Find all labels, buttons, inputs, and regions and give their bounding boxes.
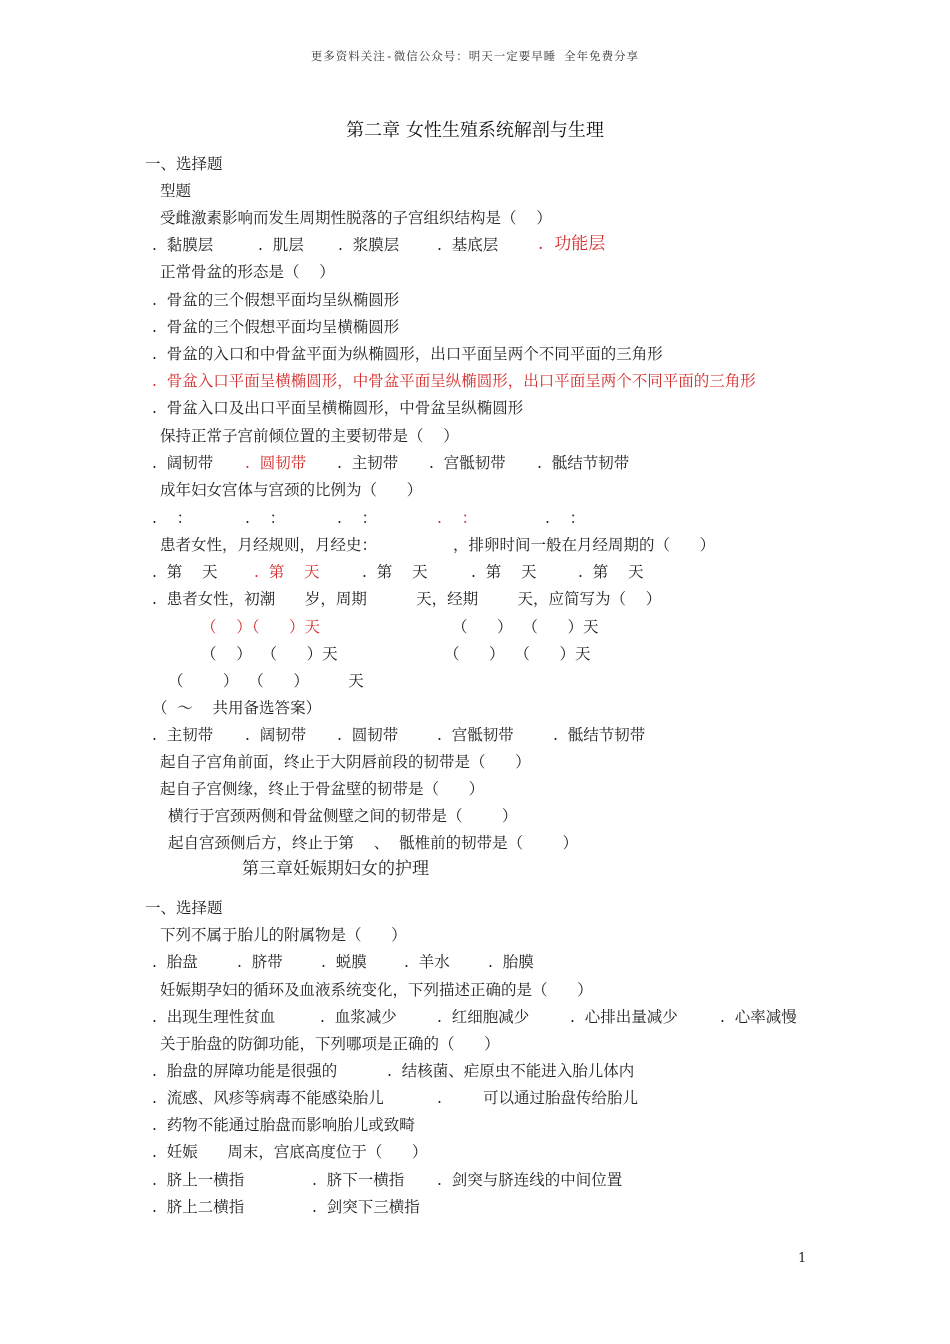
chapter3-title: 第三章妊娠期妇女的护理: [242, 859, 429, 879]
question-stem: 横行于宫颈两侧和骨盆侧壁之间的韧带是（ ）: [168, 807, 518, 825]
question-stem: 受雌激素影响而发生周期性脱落的子宫组织结构是（ ）: [160, 209, 552, 227]
option: . 骨盆的入口和中骨盆平面为纵椭圆形，出口平面呈两个不同平面的三角形: [152, 345, 663, 363]
option: . 阔韧带: [245, 726, 307, 744]
option: . 心率减慢: [720, 1008, 797, 1026]
option: . 脐带: [237, 953, 283, 971]
question-stem: 起自宫颈侧后方，终止于第 、 骶椎前的韧带是（ ）: [168, 834, 578, 852]
option: . 胎盘的屏障功能是很强的: [152, 1062, 338, 1080]
chapter2-title: 第二章 女性生殖系统解剖与生理: [346, 120, 604, 141]
option: . 药物不能通过胎盘而影响胎儿或致畸: [152, 1116, 415, 1134]
option: . 主韧带: [337, 454, 399, 472]
type-label: 型题: [160, 182, 192, 200]
question-stem: 正常骨盆的形态是（ ）: [160, 263, 335, 281]
question-stem: 妊娠期孕妇的循环及血液系统变化，下列描述正确的是（ ）: [160, 981, 593, 999]
option: . 胎膜: [488, 953, 534, 971]
option: . 骨盆的三个假想平面均呈纵椭圆形: [152, 291, 400, 309]
question-stem-continued: ，排卵时间一般在月经周期的（ ）: [453, 536, 716, 554]
option: . 结核菌、疟原虫不能进入胎儿体内: [387, 1062, 635, 1080]
option: . ：: [245, 509, 286, 527]
option: . 脐上二横指: [152, 1198, 245, 1216]
question-stem: 关于胎盘的防御功能，下列哪项是正确的（ ）: [160, 1035, 500, 1053]
option: . 剑突与脐连线的中间位置: [437, 1171, 623, 1189]
option: （ ） （ ）天: [444, 645, 591, 663]
option: . 第 天: [362, 563, 428, 581]
option: . 第 天: [471, 563, 537, 581]
correct-option: . 功能层: [538, 234, 606, 254]
question-stem: 起自子宫侧缘，终止于骨盆壁的韧带是（ ）: [160, 780, 485, 798]
page-number: 1: [798, 1251, 807, 1266]
correct-option: . 骨盆入口平面呈横椭圆形，中骨盆平面呈纵椭圆形，出口平面呈两个不同平面的三角形: [152, 372, 756, 390]
option: . ：: [545, 509, 586, 527]
option: . 蜕膜: [321, 953, 367, 971]
option: . 骨盆的三个假想平面均呈横椭圆形: [152, 318, 400, 336]
correct-option: . ：: [437, 509, 478, 527]
question-stem: . 患者女性，初潮 岁，周期 天，经期 天，应简写为（ ）: [152, 590, 662, 608]
option: . 骨盆入口及出口平面呈横椭圆形，中骨盆呈纵椭圆形: [152, 399, 524, 417]
option: （ ） （ ）天: [452, 618, 599, 636]
option: . 宫骶韧带: [429, 454, 506, 472]
option: . 阔韧带: [152, 454, 214, 472]
page-header: 更多资料关注-微信公众号：明天一定要早睡 全年免费分享: [310, 49, 640, 63]
shared-answers-label: （ ～ 共用备选答案）: [152, 699, 322, 717]
option: . 脐上一横指: [152, 1171, 245, 1189]
option: . 红细胞减少: [437, 1008, 530, 1026]
option: . 肌层: [258, 236, 304, 254]
option: . 脐下一横指: [312, 1171, 405, 1189]
option: . 胎盘: [152, 953, 198, 971]
option: . 出现生理性贫血: [152, 1008, 276, 1026]
option: . 宫骶韧带: [437, 726, 514, 744]
question-stem: 起自子宫角前面，终止于大阴唇前段的韧带是（ ）: [160, 753, 531, 771]
question-stem: 患者女性，月经规则，月经史：: [160, 536, 378, 554]
option: . 黏膜层: [152, 236, 214, 254]
option: . 流感、风疹等病毒不能感染胎儿: [152, 1089, 384, 1107]
option: （ ） （ ）天: [201, 645, 338, 663]
option: . 羊水: [404, 953, 450, 971]
question-stem: 下列不属于胎儿的附属物是（ ）: [160, 926, 407, 944]
option: . ：: [337, 509, 378, 527]
option: . 主韧带: [152, 726, 214, 744]
option: . ：: [152, 509, 193, 527]
option: .: [437, 1089, 442, 1107]
option: . 浆膜层: [338, 236, 400, 254]
option: . 圆韧带: [337, 726, 399, 744]
option: . 基底层: [437, 236, 499, 254]
option: . 骶结节韧带: [537, 454, 630, 472]
option: . 心排出量减少: [570, 1008, 678, 1026]
question-stem: . 妊娠 周末，宫底高度位于（ ）: [152, 1143, 428, 1161]
option: 可以通过胎盘传给胎儿: [483, 1089, 639, 1107]
option: . 第 天: [152, 563, 218, 581]
option: . 第 天: [578, 563, 644, 581]
option: （ ） （ ） 天: [168, 672, 364, 690]
correct-option: . 圆韧带: [245, 454, 307, 472]
option: . 剑突下三横指: [312, 1198, 420, 1216]
correct-option: （ ）（ ）天: [201, 618, 321, 636]
question-stem: 保持正常子宫前倾位置的主要韧带是（ ）: [160, 427, 459, 445]
chapter3-section: 一、选择题: [145, 899, 223, 917]
question-stem: 成年妇女宫体与宫颈的比例为（ ）: [160, 481, 423, 499]
option: . 血浆减少: [320, 1008, 397, 1026]
option: . 骶结节韧带: [553, 726, 646, 744]
correct-option: . 第 天: [254, 563, 320, 581]
chapter2-section: 一、选择题: [145, 155, 223, 173]
